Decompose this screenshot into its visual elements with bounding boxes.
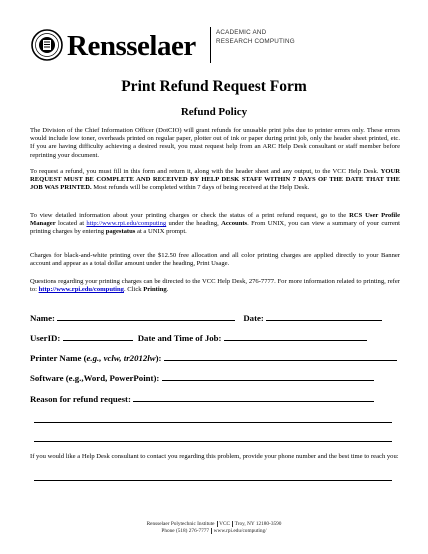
date-field[interactable] bbox=[266, 312, 382, 321]
p2-text-b: Most refunds will be completed within 7 days of being received at the Help Desk. bbox=[91, 184, 310, 192]
printer-label-b: ): bbox=[155, 353, 162, 363]
tagline-line-1: ACADEMIC AND bbox=[216, 29, 267, 36]
contact-paragraph: If you would like a Help Desk consultant to contact you regarding this problem, provide your phone number and the best time to reach you: bbox=[30, 453, 399, 460]
userid-field[interactable] bbox=[63, 332, 133, 341]
page-title: Print Refund Request Form bbox=[121, 78, 307, 95]
rensselaer-logo bbox=[31, 29, 231, 63]
reason-row bbox=[30, 393, 374, 404]
p5-printing: Printing bbox=[143, 286, 167, 294]
p2-deadline: YOUR REQUEST MUST BE COMPLETE AND RECEIVED BY HELP DESK STAFF WITHIN 7 DAYS OF THE DATE THAT THE JOB WAS PRINTED. bbox=[30, 168, 400, 192]
footer-line-2 bbox=[0, 528, 428, 535]
footer-separator bbox=[232, 521, 233, 527]
policy-paragraph-2 bbox=[30, 168, 400, 193]
header-divider bbox=[210, 27, 211, 63]
p3-accounts: Accounts bbox=[221, 220, 248, 228]
p2-text-a: To request a refund, you must fill in this form and return it, along with the header sheet and any output, to the VCC Help Desk. bbox=[30, 168, 381, 175]
policy-paragraph-4: Charges for black-and-white printing over the $12.50 free allocation and all color printing charges are applied directly to your Banner account and appear as a total dollar amount under the heading, Print Usage. bbox=[30, 252, 400, 268]
footer-separator bbox=[217, 521, 218, 527]
section-title: Refund Policy bbox=[180, 106, 248, 118]
p3-pagestatus: pagestatus bbox=[105, 228, 136, 236]
p5-text-c: . bbox=[166, 286, 169, 294]
printer-row bbox=[30, 352, 397, 363]
name-colon: : bbox=[51, 313, 55, 323]
printing-info-link[interactable]: http://www.rpi.edu/computing bbox=[38, 286, 124, 294]
userid-row bbox=[30, 332, 367, 343]
p3-text-c: under the heading, bbox=[166, 220, 222, 228]
printer-label-a: Printer Name ( bbox=[30, 353, 87, 363]
job-datetime-field[interactable] bbox=[224, 332, 367, 341]
name-label: Name bbox=[30, 313, 52, 323]
tagline bbox=[216, 29, 295, 46]
reason-line-2[interactable] bbox=[34, 422, 392, 423]
reason-field[interactable] bbox=[133, 393, 374, 402]
footer-vcc: VCC bbox=[219, 521, 231, 528]
policy-paragraph-3 bbox=[30, 212, 400, 237]
tagline-line-2: RESEARCH COMPUTING bbox=[216, 37, 295, 45]
p5-text-a: Questions regarding your printing charges can be directed to the VCC Help Desk, 276-7777. For more information related to printing, refer to: bbox=[30, 278, 400, 294]
computing-link[interactable]: http://www.rpi.edu/computing bbox=[86, 220, 167, 228]
reason-line-3[interactable] bbox=[34, 441, 392, 442]
footer-url: www.rpi.edu/computing/ bbox=[213, 528, 267, 535]
policy-paragraph-1: The Division of the Chief Information Officer (DotCIO) will grant refunds for unusable print jobs due to printer errors only. These errors would include low toner, overheads printed on regular paper, plotter out of ink or paper during print job, only the header sheet printed, etc. If you are having difficulty achieving a desired result, you must request help from an ARC Help Desk consultant or staff member before reprinting your document. bbox=[30, 127, 400, 159]
footer-address: Troy, NY 12180-3590 bbox=[234, 521, 282, 528]
job-datetime-label: Date and Time of Job: bbox=[137, 333, 222, 343]
p3-text-d: . From UNIX, you can view a summary of your current printing charges by entering bbox=[30, 220, 401, 236]
footer-institute: Rensselaer Polytechnic Institute bbox=[146, 521, 215, 528]
userid-label: UserID: bbox=[30, 333, 61, 343]
policy-paragraph-5 bbox=[30, 278, 400, 294]
printer-label-example: e.g., vclw, tr2012lw bbox=[86, 353, 156, 363]
p5-text-b: . Click bbox=[123, 286, 144, 294]
date-label: Date: bbox=[243, 313, 264, 323]
footer-line-1 bbox=[0, 521, 428, 528]
software-field[interactable] bbox=[162, 372, 374, 381]
reason-label: Reason for refund request: bbox=[30, 394, 131, 404]
rensselaer-seal-icon bbox=[31, 29, 63, 61]
name-date-row bbox=[30, 312, 382, 323]
p3-text-e: at a UNIX prompt. bbox=[135, 228, 187, 236]
p3-profile-manager: RCS User Profile Manager bbox=[30, 212, 400, 228]
footer bbox=[0, 521, 428, 536]
software-row bbox=[30, 372, 374, 383]
name-field[interactable] bbox=[57, 312, 235, 321]
p3-text-a: To view detailed information about your printing charges or check the status of a print refund request, go to the bbox=[30, 212, 350, 219]
p3-text-b: located at bbox=[55, 220, 87, 228]
footer-separator bbox=[211, 528, 212, 534]
printer-name-field[interactable] bbox=[164, 352, 397, 361]
footer-phone: Phone (518) 276-7777 bbox=[161, 528, 210, 535]
software-label: Software (e.g.,Word, PowerPoint): bbox=[30, 373, 160, 383]
contact-field[interactable] bbox=[34, 480, 392, 481]
wordmark: Rensselaer bbox=[67, 30, 196, 62]
